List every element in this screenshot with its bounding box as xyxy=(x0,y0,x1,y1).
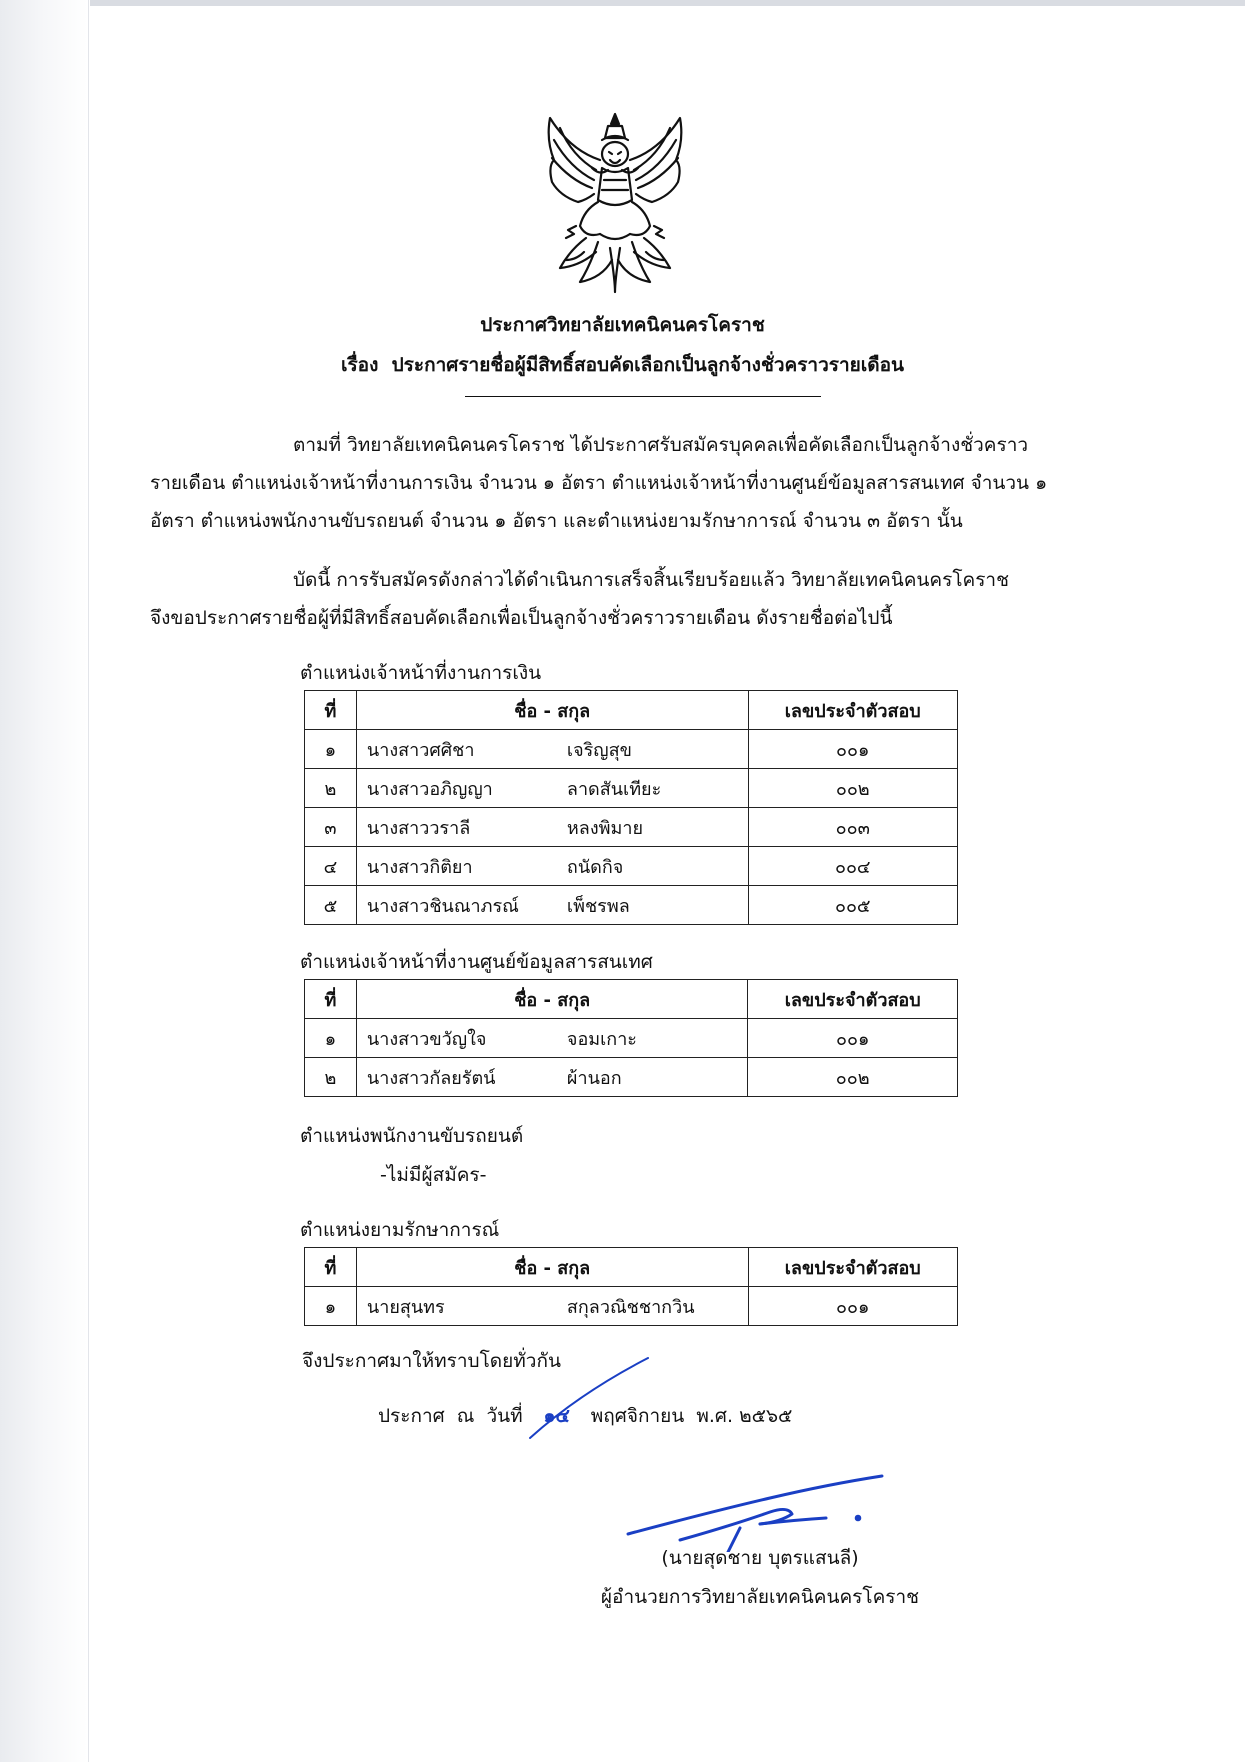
announcement-date xyxy=(378,1401,792,1431)
header-name: ชื่อ - สกุล xyxy=(356,1248,748,1287)
scan-edge-top xyxy=(0,0,1245,6)
family-name: ลาดสันเทียะ xyxy=(566,778,662,800)
cell-no: ๒ xyxy=(305,1058,357,1097)
table-row xyxy=(305,1287,958,1326)
cell-exam-id: ๐๐๔ xyxy=(748,847,957,886)
garuda-emblem-icon xyxy=(540,110,690,296)
table-row xyxy=(305,769,958,808)
given-name: นางสาวชินณาภรณ์ xyxy=(366,895,519,917)
given-name: นางสาวอภิญญา xyxy=(366,778,493,800)
subject-prefix: เรื่อง xyxy=(340,354,379,376)
family-name: จอมเกาะ xyxy=(566,1028,637,1050)
paragraph-2-line: จึงขอประกาศรายชื่อผู้ที่มีสิทธิ์สอบคัดเลือกเพื่อเป็นลูกจ้างชั่วคราวรายเดือน ดังรายชื่อต่อไปนี้ xyxy=(150,607,893,629)
paragraph-1-line: อัตรา ตำแหน่งพนักงานขับรถยนต์ จำนวน ๑ อัตรา และตำแหน่งยามรักษาการณ์ จำนวน ๓ อัตรา นั้น xyxy=(150,510,963,532)
cell-no: ๑ xyxy=(305,1019,357,1058)
table-row xyxy=(305,1058,958,1097)
no-applicant-note: -ไม่มีผู้สมัคร- xyxy=(380,1164,487,1186)
month-year: พฤศจิกายน พ.ศ. ๒๕๖๕ xyxy=(590,1405,793,1427)
cell-name xyxy=(356,808,748,847)
given-name: นางสาวศศิชา xyxy=(366,739,475,761)
table-row xyxy=(305,808,958,847)
cell-no: ๓ xyxy=(305,808,357,847)
family-name: ถนัดกิจ xyxy=(566,856,624,878)
cell-exam-id: ๐๐๑ xyxy=(748,1287,958,1326)
cell-name xyxy=(356,1287,748,1326)
header-name: ชื่อ - สกุล xyxy=(356,691,748,730)
section-title-finance: ตำแหน่งเจ้าหน้าที่งานการเงิน xyxy=(300,662,542,684)
cell-no: ๑ xyxy=(305,730,357,769)
given-name: นายสุนทร xyxy=(366,1296,445,1318)
family-name: เจริญสุข xyxy=(566,739,632,761)
paragraph-2 xyxy=(150,561,1112,637)
paragraph-1-line: รายเดือน ตำแหน่งเจ้าหน้าที่งานการเงิน จำนวน ๑ อัตรา ตำแหน่งเจ้าหน้าที่งานศูนย์ข้อมูลสารสนเทศ จำนวน ๑ xyxy=(150,472,1048,494)
director-signature xyxy=(620,1462,900,1552)
cell-no: ๔ xyxy=(305,847,357,886)
family-name: สกุลวณิชชากวิน xyxy=(566,1296,695,1318)
header-exam-id: เลขประจำตัวสอบ xyxy=(748,1248,958,1287)
section-title-driver: ตำแหน่งพนักงานขับรถยนต์ xyxy=(300,1125,524,1147)
paragraph-2-line: บัดนี้ การรับสมัครดังกล่าวได้ดำเนินการเสร็จสิ้นเรียบร้อยแล้ว วิทยาลัยเทคนิคนครโคราช xyxy=(293,569,1009,591)
announcement-title: ประกาศวิทยาลัยเทคนิคนครโคราช xyxy=(480,314,765,336)
section-title-it-center: ตำแหน่งเจ้าหน้าที่งานศูนย์ข้อมูลสารสนเทศ xyxy=(300,951,653,973)
title-divider xyxy=(465,396,821,397)
cell-name xyxy=(356,730,748,769)
table-header-row xyxy=(305,1248,958,1287)
scan-edge-line xyxy=(88,0,89,1762)
signer-role: ผู้อำนวยการวิทยาลัยเทคนิคนครโคราช xyxy=(600,1586,920,1608)
table-row xyxy=(305,886,958,925)
table-row xyxy=(305,730,958,769)
cell-name xyxy=(356,769,748,808)
cell-no: ๕ xyxy=(305,886,357,925)
it-center-candidates-table xyxy=(304,979,958,1097)
cell-name xyxy=(356,1058,748,1097)
cell-exam-id: ๐๐๑ xyxy=(748,730,957,769)
cell-exam-id: ๐๐๒ xyxy=(748,1058,958,1097)
cell-no: ๑ xyxy=(305,1287,357,1326)
given-name: นางสาววราลี xyxy=(366,817,471,839)
cell-exam-id: ๐๐๒ xyxy=(748,769,957,808)
subject-text: ประกาศรายชื่อผู้มีสิทธิ์สอบคัดเลือกเป็นลูกจ้างชั่วคราวรายเดือน xyxy=(391,354,904,376)
cell-name xyxy=(356,1019,748,1058)
header-name: ชื่อ - สกุล xyxy=(356,980,748,1019)
given-name: นางสาวกิติยา xyxy=(366,856,473,878)
handwritten-day: ๑๔ xyxy=(543,1405,570,1427)
table-header-row xyxy=(305,691,958,730)
security-candidates-table xyxy=(304,1247,958,1326)
paragraph-1 xyxy=(150,426,1112,540)
header-exam-id: เลขประจำตัวสอบ xyxy=(748,691,957,730)
table-row xyxy=(305,1019,958,1058)
cell-exam-id: ๐๐๕ xyxy=(748,886,957,925)
closing-statement: จึงประกาศมาให้ทราบโดยทั่วกัน xyxy=(302,1350,561,1372)
cell-name xyxy=(356,847,748,886)
cell-exam-id: ๐๐๑ xyxy=(748,1019,958,1058)
header-no: ที่ xyxy=(305,980,357,1019)
section-title-security: ตำแหน่งยามรักษาการณ์ xyxy=(300,1219,500,1241)
header-no: ที่ xyxy=(305,1248,357,1287)
family-name: เพ็ชรพล xyxy=(566,895,630,917)
family-name: หลงพิมาย xyxy=(566,817,643,839)
table-header-row xyxy=(305,980,958,1019)
paragraph-1-line: ตามที่ วิทยาลัยเทคนิคนครโคราช ได้ประกาศรับสมัครบุคคลเพื่อคัดเลือกเป็นลูกจ้างชั่วคราว xyxy=(293,434,1029,456)
cell-name xyxy=(356,886,748,925)
scan-edge-left xyxy=(0,0,90,1762)
header-no: ที่ xyxy=(305,691,357,730)
signer-name: (นายสุดชาย บุตรแสนลี) xyxy=(661,1547,859,1569)
cell-exam-id: ๐๐๓ xyxy=(748,808,957,847)
given-name: นางสาวกัลยรัตน์ xyxy=(366,1067,496,1089)
cell-no: ๒ xyxy=(305,769,357,808)
finance-candidates-table xyxy=(304,690,958,925)
family-name: ผ้านอก xyxy=(566,1067,622,1089)
given-name: นางสาวขวัญใจ xyxy=(366,1028,487,1050)
table-row xyxy=(305,847,958,886)
header-exam-id: เลขประจำตัวสอบ xyxy=(748,980,958,1019)
announcement-subject xyxy=(0,350,1245,380)
announced-at-label: ประกาศ ณ วันที่ xyxy=(378,1405,523,1427)
